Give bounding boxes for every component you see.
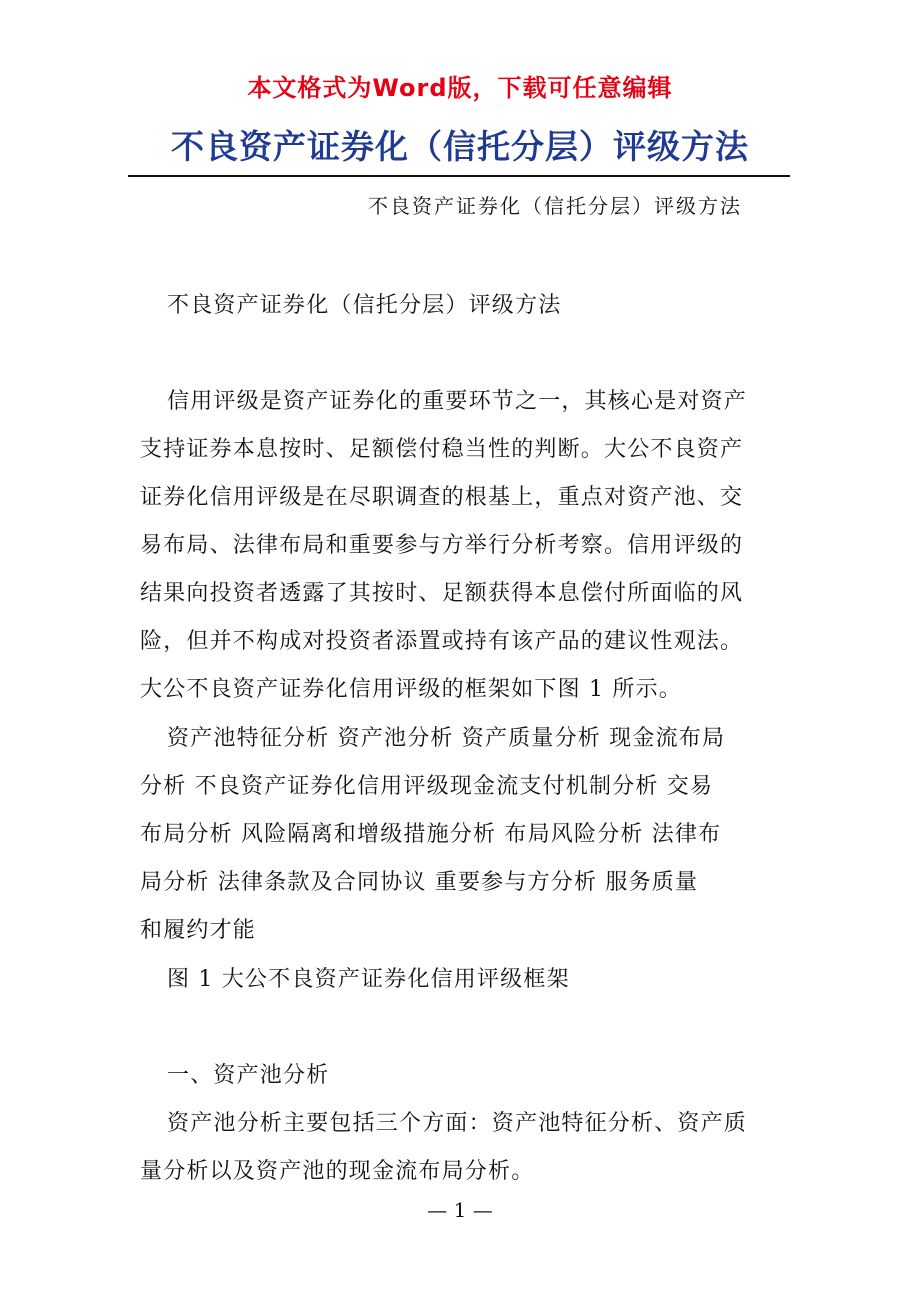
running-header-title: 不良资产证券化（信托分层）评级方法	[368, 194, 742, 218]
figure-caption: 图 1 大公不良资产证券化信用评级框架	[167, 967, 570, 992]
paragraph-line: 支持证券本息按时、足额偿付稳当性的判断。大公不良资产	[140, 437, 744, 462]
paragraph-line: 证券化信用评级是在尽职调查的根基上，重点对资产池、交	[140, 485, 744, 510]
paragraph-line: 资产池特征分析 资产池分析 资产质量分析 现金流布局	[167, 726, 726, 751]
header-rule	[128, 175, 790, 177]
page-number: — 1 —	[427, 1198, 493, 1222]
paragraph-line: 局分析 法律条款及合同协议 重要参与方分析 服务质量	[140, 870, 699, 895]
section-heading: 一、资产池分析	[167, 1063, 330, 1088]
paragraph-line: 险，但并不构成对投资者添置或持有该产品的建议性观法。	[140, 629, 744, 654]
subtitle: 不良资产证券化（信托分层）评级方法	[167, 293, 562, 318]
document-title: 不良资产证券化（信托分层）评级方法	[171, 127, 749, 166]
paragraph-line: 易布局、法律布局和重要参与方举行分析考察。信用评级的	[140, 533, 744, 558]
word-format-notice: 本文格式为Word版，下载可任意编辑	[247, 74, 673, 102]
paragraph-line: 资产池分析主要包括三个方面：资产池特征分析、资产质	[167, 1111, 748, 1136]
paragraph-line: 大公不良资产证券化信用评级的框架如下图 1 所示。	[140, 677, 682, 702]
paragraph-line: 结果向投资者透露了其按时、足额获得本息偿付所面临的风	[140, 581, 744, 606]
paragraph-line: 布局分析 风险隔离和增级措施分析 布局风险分析 法律布	[140, 822, 722, 847]
paragraph-line: 量分析以及资产池的现金流布局分析。	[140, 1159, 535, 1184]
paragraph-line: 信用评级是资产证券化的重要环节之一，其核心是对资产	[167, 389, 748, 414]
paragraph-line: 分析 不良资产证券化信用评级现金流支付机制分析 交易	[140, 774, 714, 799]
paragraph-line: 和履约才能	[140, 918, 257, 943]
